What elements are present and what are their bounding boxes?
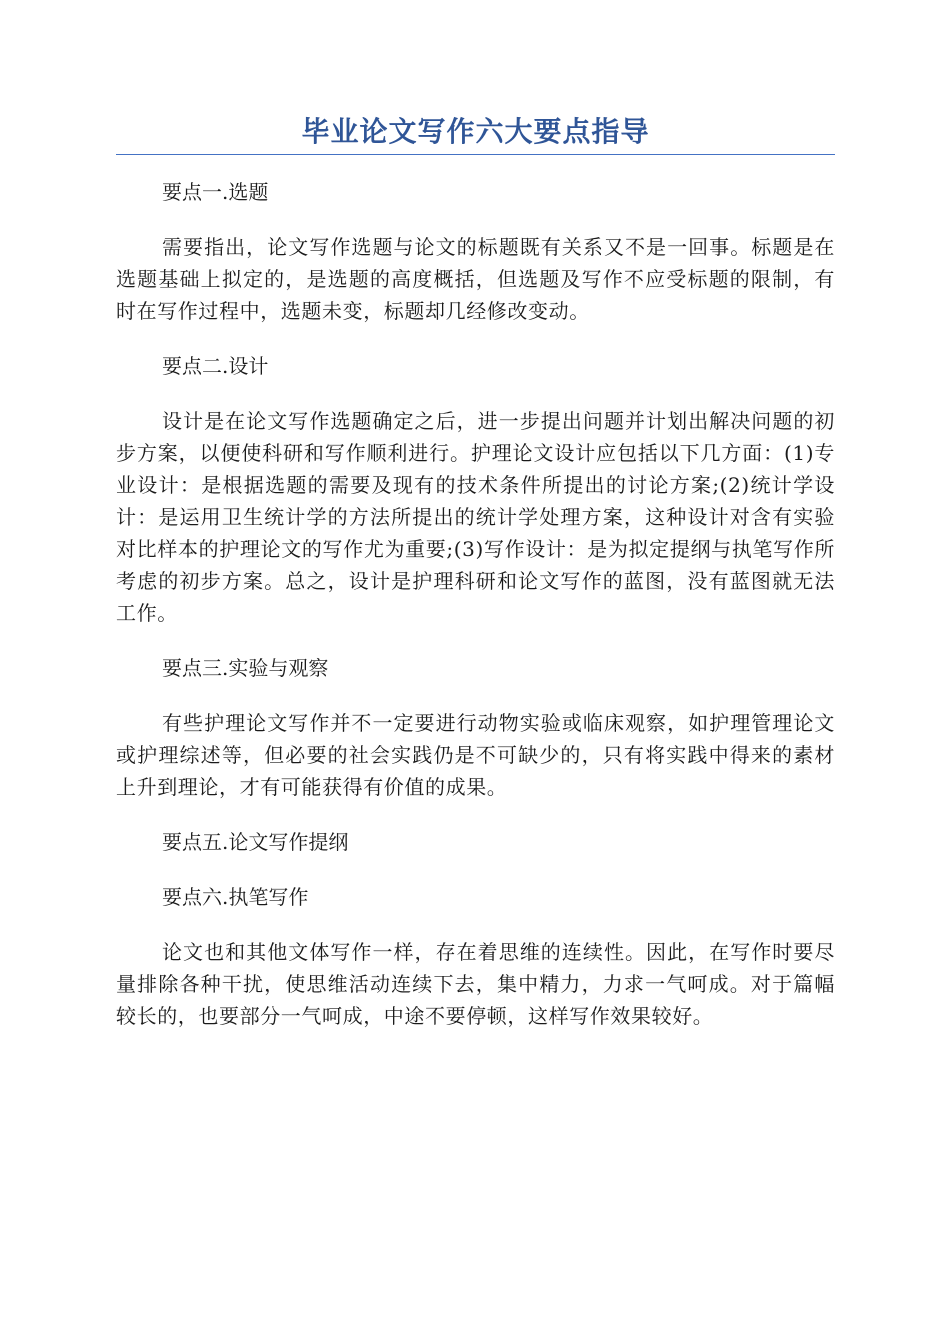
title-underline [116, 154, 835, 155]
document-page [116, 112, 835, 1055]
section-heading-6: 要点六.执笔写作 [162, 885, 309, 909]
section-heading-1: 要点一.选题 [162, 180, 269, 204]
section-heading-2: 要点二.设计 [162, 354, 269, 378]
section-heading-5: 要点五.论文写作提纲 [162, 830, 349, 854]
section-paragraph-2: 设计是在论文写作选题确定之后，进一步提出问题并计划出解决问题的初步方案，以便使科研和写作顺利进行。护理论文设计应包括以下几方面：(1)专业设计：是根据选题的需要及现有的技术条件所提出的讨论方案;(2)统计学设计：是运用卫生统计学的方法所提出的统计学处理方案，这种设计对含有实验对比样本的护理论文的写作尤为重要;(3)写作设计：是为拟定提纲与执笔写作所考虑的初步方案。总之，设计是护理科研和论文写作的蓝图，没有蓝图就无法工作。 [116, 409, 835, 625]
section-heading-3: 要点三.实验与观察 [162, 656, 329, 680]
section-paragraph-1: 需要指出，论文写作选题与论文的标题既有关系又不是一回事。标题是在选题基础上拟定的，是选题的高度概括，但选题及写作不应受标题的限制，有时在写作过程中，选题未变，标题却几经修改变动。 [116, 235, 835, 323]
section-paragraph-3: 有些护理论文写作并不一定要进行动物实验或临床观察，如护理管理论文或护理综述等，但必要的社会实践仍是不可缺少的，只有将实践中得来的素材上升到理论，才有可能获得有价值的成果。 [116, 711, 835, 799]
document-title: 毕业论文写作六大要点指导 [301, 115, 650, 148]
section-paragraph-6: 论文也和其他文体写作一样，存在着思维的连续性。因此，在写作时要尽量排除各种干扰，使思维活动连续下去，集中精力，力求一气呵成。对于篇幅较长的，也要部分一气呵成，中途不要停顿，这样写作效果较好。 [116, 940, 835, 1028]
